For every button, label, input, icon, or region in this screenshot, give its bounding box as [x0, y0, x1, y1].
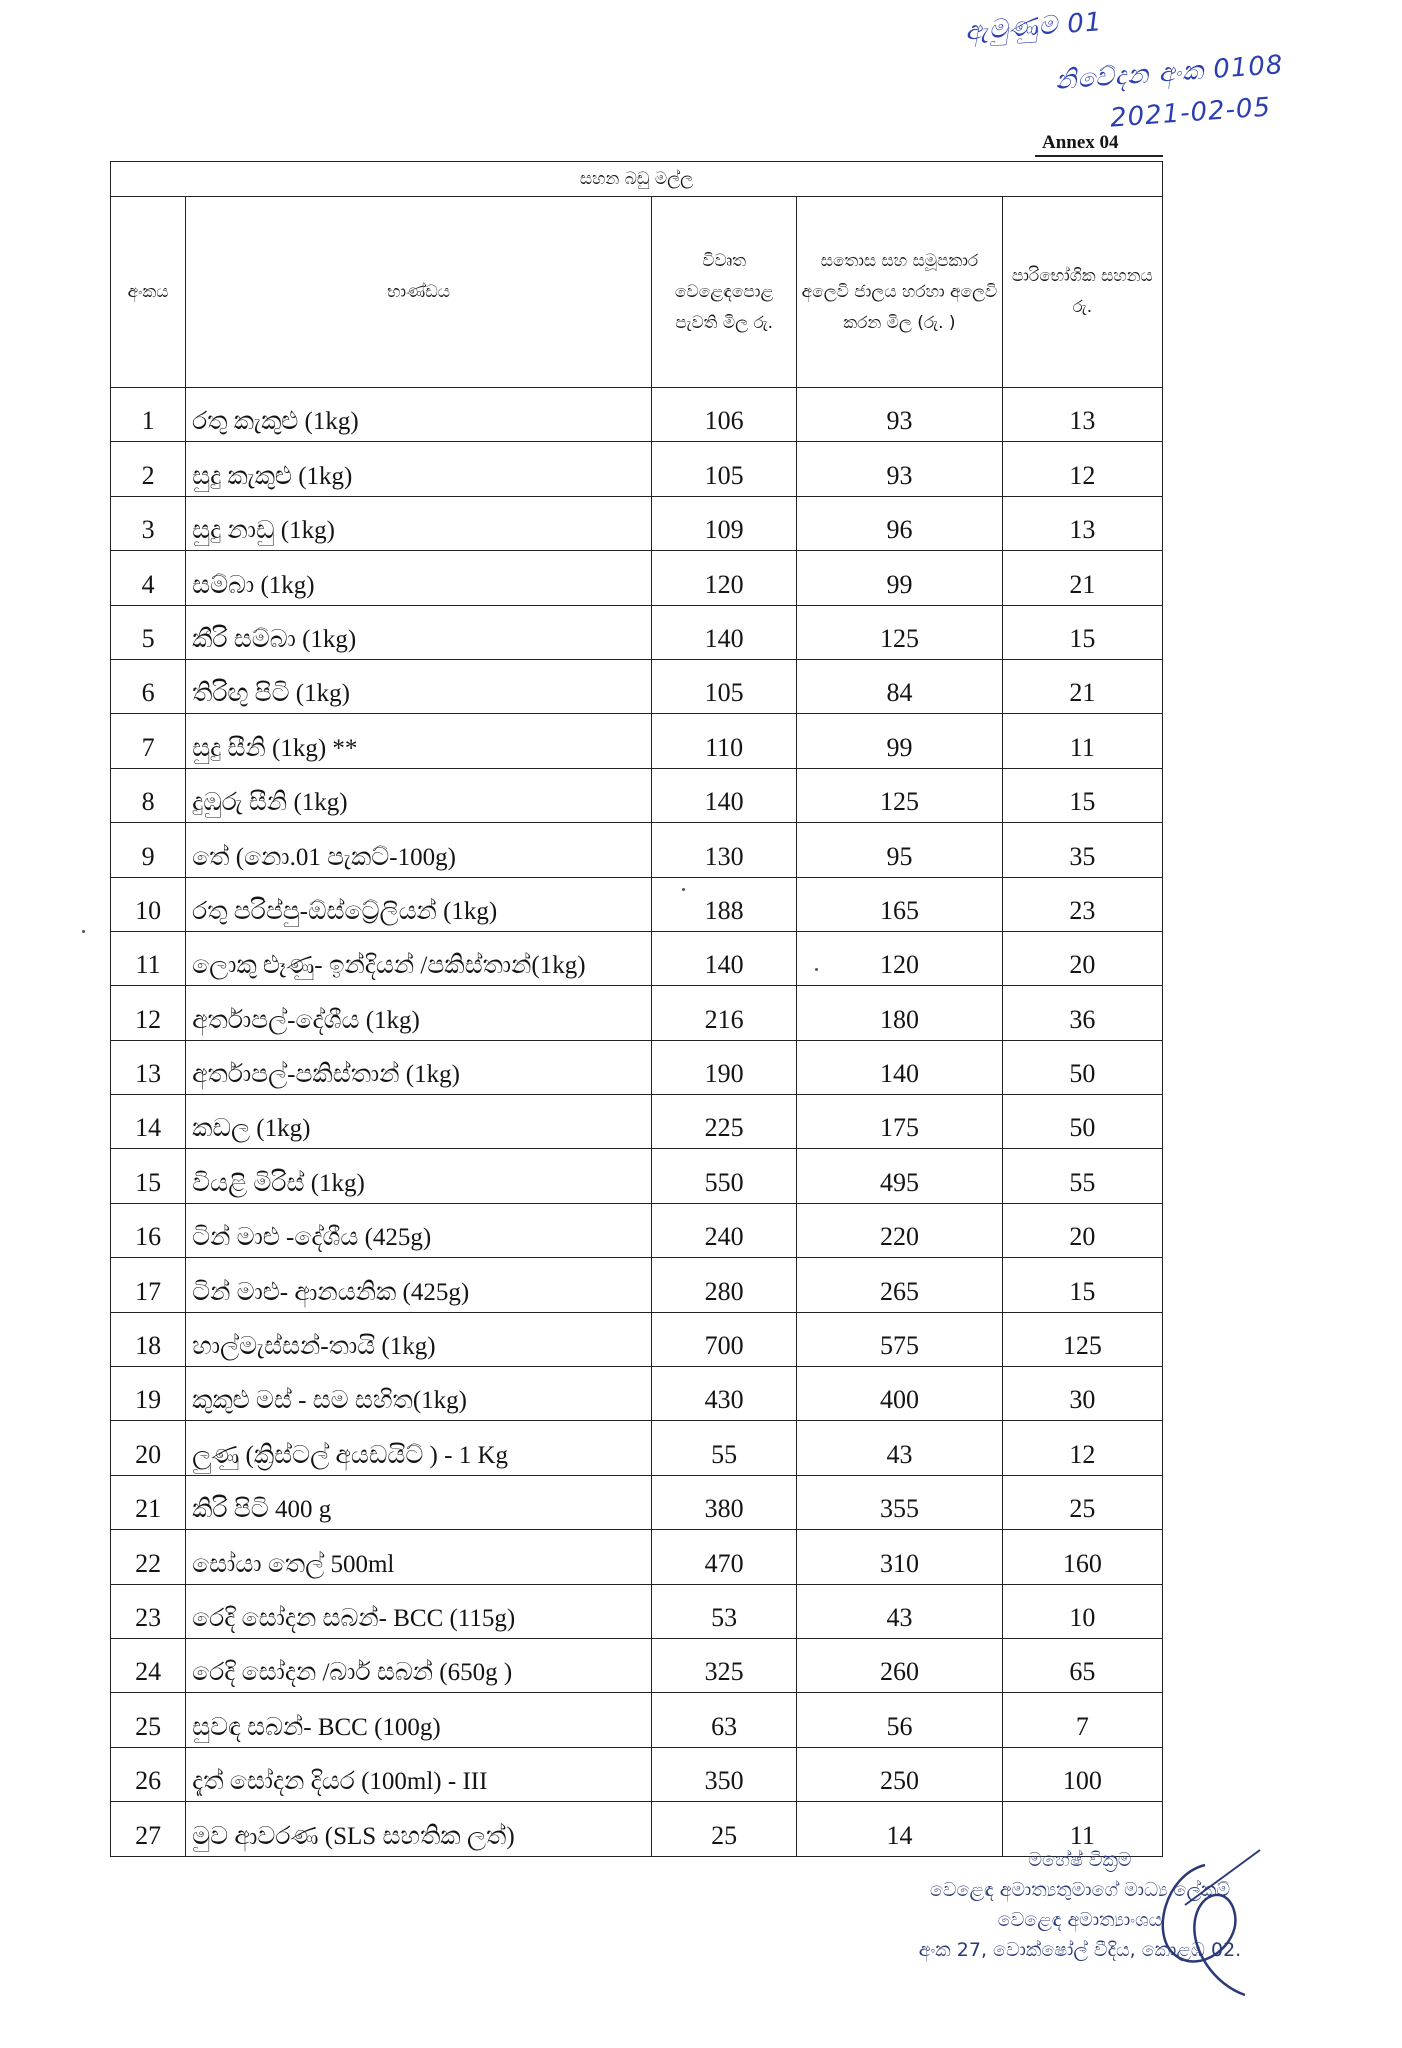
- row-consumer-relief: 30: [1002, 1367, 1162, 1421]
- row-market-price: 430: [652, 1367, 797, 1421]
- relief-package-table: [110, 161, 1163, 1857]
- row-item-name: රෙදි සෝදන සබන්- BCC (115g): [186, 1584, 652, 1638]
- row-consumer-relief: 50: [1002, 1040, 1162, 1094]
- row-number: 5: [111, 605, 186, 659]
- scan-speck: [815, 968, 818, 971]
- row-sathosa-price: 400: [797, 1367, 1002, 1421]
- row-number: 26: [111, 1747, 186, 1801]
- row-sathosa-price: 495: [797, 1149, 1002, 1203]
- row-sathosa-price: 260: [797, 1638, 1002, 1692]
- row-item-name: අර්තාපල්-පකිස්තාන් (1kg): [186, 1040, 652, 1094]
- table-row: [111, 1258, 1163, 1312]
- row-number: 7: [111, 714, 186, 768]
- row-consumer-relief: 21: [1002, 551, 1162, 605]
- row-item-name: කිරි පිටි 400 g: [186, 1475, 652, 1529]
- row-item-name: ලුණු (ක්‍රිස්ටල් අයඩයිට් ) - 1 Kg: [186, 1421, 652, 1475]
- row-number: 4: [111, 551, 186, 605]
- row-market-price: 225: [652, 1095, 797, 1149]
- table-row: [111, 1040, 1163, 1094]
- row-number: 24: [111, 1638, 186, 1692]
- row-market-price: 140: [652, 931, 797, 985]
- row-item-name: තිරිඟු පිටි (1kg): [186, 659, 652, 713]
- row-sathosa-price: 310: [797, 1530, 1002, 1584]
- row-market-price: 130: [652, 823, 797, 877]
- row-market-price: 325: [652, 1638, 797, 1692]
- table-row: [111, 659, 1163, 713]
- row-consumer-relief: 12: [1002, 442, 1162, 496]
- row-market-price: 120: [652, 551, 797, 605]
- row-consumer-relief: 20: [1002, 1203, 1162, 1257]
- row-sathosa-price: 220: [797, 1203, 1002, 1257]
- table-row: [111, 1530, 1163, 1584]
- row-sathosa-price: 140: [797, 1040, 1002, 1094]
- row-number: 16: [111, 1203, 186, 1257]
- row-market-price: 470: [652, 1530, 797, 1584]
- row-number: 19: [111, 1367, 186, 1421]
- signatory-ministry: වෙළෙඳ අමාත්‍යාංශය: [997, 1909, 1163, 1931]
- row-number: 8: [111, 768, 186, 822]
- table-row: [111, 1095, 1163, 1149]
- table-row: [111, 714, 1163, 768]
- table-row: [111, 1584, 1163, 1638]
- row-market-price: 109: [652, 496, 797, 550]
- row-item-name: සුදු සීනි (1kg) **: [186, 714, 652, 768]
- table-caption: සහන බඩු මල්ල: [111, 162, 1163, 197]
- table-row: [111, 931, 1163, 985]
- row-number: 2: [111, 442, 186, 496]
- row-item-name: හාල්මැස්සන්-තායි (1kg): [186, 1312, 652, 1366]
- row-sathosa-price: 93: [797, 442, 1002, 496]
- row-number: 3: [111, 496, 186, 550]
- row-market-price: 350: [652, 1747, 797, 1801]
- row-consumer-relief: 25: [1002, 1475, 1162, 1529]
- row-item-name: මුව ආවරණ (SLS සහතික ලත්): [186, 1802, 652, 1856]
- row-sathosa-price: 355: [797, 1475, 1002, 1529]
- row-consumer-relief: 13: [1002, 388, 1162, 442]
- signatory-name: මහේෂ් වික්‍රම: [1028, 1849, 1132, 1871]
- row-market-price: 216: [652, 986, 797, 1040]
- row-sathosa-price: 43: [797, 1421, 1002, 1475]
- row-market-price: 140: [652, 605, 797, 659]
- row-item-name: කඩල (1kg): [186, 1095, 652, 1149]
- row-sathosa-price: 96: [797, 496, 1002, 550]
- row-consumer-relief: 55: [1002, 1149, 1162, 1203]
- row-number: 17: [111, 1258, 186, 1312]
- table-row: [111, 1367, 1163, 1421]
- row-consumer-relief: 36: [1002, 986, 1162, 1040]
- row-consumer-relief: 23: [1002, 877, 1162, 931]
- row-consumer-relief: 100: [1002, 1747, 1162, 1801]
- row-number: 9: [111, 823, 186, 877]
- row-number: 12: [111, 986, 186, 1040]
- row-number: 10: [111, 877, 186, 931]
- header-number: අංකය: [111, 197, 186, 388]
- row-sathosa-price: 84: [797, 659, 1002, 713]
- row-item-name: තේ (නො.01 පැකට්-100g): [186, 823, 652, 877]
- row-market-price: 25: [652, 1802, 797, 1856]
- row-sathosa-price: 575: [797, 1312, 1002, 1366]
- handwritten-signature: [1145, 1845, 1265, 2025]
- row-item-name: රතු පරිප්පු-ඕස්ට්‍රේලියන් (1kg): [186, 877, 652, 931]
- row-market-price: 55: [652, 1421, 797, 1475]
- row-market-price: 550: [652, 1149, 797, 1203]
- row-sathosa-price: 14: [797, 1802, 1002, 1856]
- table-row: [111, 877, 1163, 931]
- row-market-price: 190: [652, 1040, 797, 1094]
- row-item-name: අර්තාපල්-දේශීය (1kg): [186, 986, 652, 1040]
- row-item-name: ටින් මාළු- ආනයනික (425g): [186, 1258, 652, 1312]
- table-row: [111, 496, 1163, 550]
- row-market-price: 53: [652, 1584, 797, 1638]
- row-item-name: දැත් සෝදන දියර (100ml) - III: [186, 1747, 652, 1801]
- row-consumer-relief: 21: [1002, 659, 1162, 713]
- row-market-price: 240: [652, 1203, 797, 1257]
- row-sathosa-price: 99: [797, 714, 1002, 768]
- table-row: [111, 605, 1163, 659]
- row-item-name: ලොකු ළූණු- ඉන්දියන් /පකිස්තාන්(1kg): [186, 931, 652, 985]
- scan-speck: [82, 930, 85, 933]
- row-item-name: රෙදි සෝදන /බාර් සබන් (650g ): [186, 1638, 652, 1692]
- row-number: 23: [111, 1584, 186, 1638]
- table-row: [111, 388, 1163, 442]
- row-number: 6: [111, 659, 186, 713]
- header-consumer-relief: පාරිභෝගික සහනය රු.: [1002, 197, 1162, 388]
- row-number: 15: [111, 1149, 186, 1203]
- table-row: [111, 1312, 1163, 1366]
- row-consumer-relief: 13: [1002, 496, 1162, 550]
- row-item-name: කුකුළු මස් - සම සහිත(1kg): [186, 1367, 652, 1421]
- table-row: [111, 1203, 1163, 1257]
- row-consumer-relief: 11: [1002, 714, 1162, 768]
- row-sathosa-price: 250: [797, 1747, 1002, 1801]
- table-row: [111, 1747, 1163, 1801]
- row-market-price: 188: [652, 877, 797, 931]
- table-row: [111, 1149, 1163, 1203]
- row-sathosa-price: 95: [797, 823, 1002, 877]
- row-consumer-relief: 7: [1002, 1693, 1162, 1747]
- row-item-name: සම්බා (1kg): [186, 551, 652, 605]
- row-number: 1: [111, 388, 186, 442]
- row-item-name: වියළි මිරිස් (1kg): [186, 1149, 652, 1203]
- row-consumer-relief: 50: [1002, 1095, 1162, 1149]
- row-number: 18: [111, 1312, 186, 1366]
- annex-label: Annex 04: [1042, 132, 1119, 153]
- table-row: [111, 442, 1163, 496]
- row-consumer-relief: 125: [1002, 1312, 1162, 1366]
- row-item-name: කීරි සම්බා (1kg): [186, 605, 652, 659]
- table-row: [111, 1475, 1163, 1529]
- handwritten-annex-note: ඇමුණුම 01: [964, 7, 1104, 47]
- signatory-title: වෙළෙඳ අමාත්‍යතුමාගේ මාධ්‍ය ලේකම්: [929, 1879, 1231, 1901]
- row-item-name: සුවඳ සබන්- BCC (100g): [186, 1693, 652, 1747]
- signatory-address: අංක 27, වොක්ෂෝල් වීදිය, කොළඹ 02.: [918, 1939, 1242, 1961]
- table-row: [111, 1638, 1163, 1692]
- table-row: [111, 986, 1163, 1040]
- scan-speck: [682, 888, 685, 891]
- row-number: 27: [111, 1802, 186, 1856]
- row-sathosa-price: 165: [797, 877, 1002, 931]
- handwritten-notice-number: නිවේදන අංක 0108: [1054, 50, 1285, 96]
- row-number: 22: [111, 1530, 186, 1584]
- row-sathosa-price: 99: [797, 551, 1002, 605]
- table-row: [111, 1421, 1163, 1475]
- table-row: [111, 1693, 1163, 1747]
- row-sathosa-price: 43: [797, 1584, 1002, 1638]
- row-number: 21: [111, 1475, 186, 1529]
- row-market-price: 280: [652, 1258, 797, 1312]
- row-number: 20: [111, 1421, 186, 1475]
- row-number: 11: [111, 931, 186, 985]
- table-row: [111, 551, 1163, 605]
- table-row: [111, 768, 1163, 822]
- row-sathosa-price: 93: [797, 388, 1002, 442]
- row-sathosa-price: 120: [797, 931, 1002, 985]
- row-sathosa-price: 56: [797, 1693, 1002, 1747]
- row-sathosa-price: 125: [797, 605, 1002, 659]
- row-market-price: 105: [652, 659, 797, 713]
- row-consumer-relief: 12: [1002, 1421, 1162, 1475]
- row-consumer-relief: 11: [1002, 1802, 1162, 1856]
- handwritten-date: 2021-02-05: [1109, 92, 1272, 134]
- row-market-price: 380: [652, 1475, 797, 1529]
- row-number: 25: [111, 1693, 186, 1747]
- row-consumer-relief: 15: [1002, 768, 1162, 822]
- row-market-price: 700: [652, 1312, 797, 1366]
- header-sathosa-price: සතොස සහ සමූපකාර අලෙවි ජාලය හරහා අලෙවි කරන මිල (රු. ): [797, 197, 1002, 388]
- header-item: භාණ්ඩය: [186, 197, 652, 388]
- row-market-price: 63: [652, 1693, 797, 1747]
- header-market-price: විවෘත වෙළෙඳපොළ පැවති මිල රු.: [652, 197, 797, 388]
- row-consumer-relief: 10: [1002, 1584, 1162, 1638]
- row-market-price: 110: [652, 714, 797, 768]
- row-item-name: සුදු කැකුළු (1kg): [186, 442, 652, 496]
- row-market-price: 140: [652, 768, 797, 822]
- row-item-name: ටින් මාළු -දේශීය (425g): [186, 1203, 652, 1257]
- row-number: 14: [111, 1095, 186, 1149]
- row-item-name: සුදු නාඩු (1kg): [186, 496, 652, 550]
- row-consumer-relief: 20: [1002, 931, 1162, 985]
- row-market-price: 106: [652, 388, 797, 442]
- row-sathosa-price: 125: [797, 768, 1002, 822]
- row-consumer-relief: 15: [1002, 1258, 1162, 1312]
- table-row: [111, 823, 1163, 877]
- row-sathosa-price: 180: [797, 986, 1002, 1040]
- row-consumer-relief: 35: [1002, 823, 1162, 877]
- row-market-price: 105: [652, 442, 797, 496]
- annex-underline: [1035, 155, 1163, 157]
- row-consumer-relief: 65: [1002, 1638, 1162, 1692]
- row-number: 13: [111, 1040, 186, 1094]
- row-consumer-relief: 160: [1002, 1530, 1162, 1584]
- row-item-name: රතු කැකුළු (1kg): [186, 388, 652, 442]
- row-sathosa-price: 175: [797, 1095, 1002, 1149]
- row-item-name: සෝයා තෙල් 500ml: [186, 1530, 652, 1584]
- row-sathosa-price: 265: [797, 1258, 1002, 1312]
- row-item-name: දුඹුරු සීනි (1kg): [186, 768, 652, 822]
- row-consumer-relief: 15: [1002, 605, 1162, 659]
